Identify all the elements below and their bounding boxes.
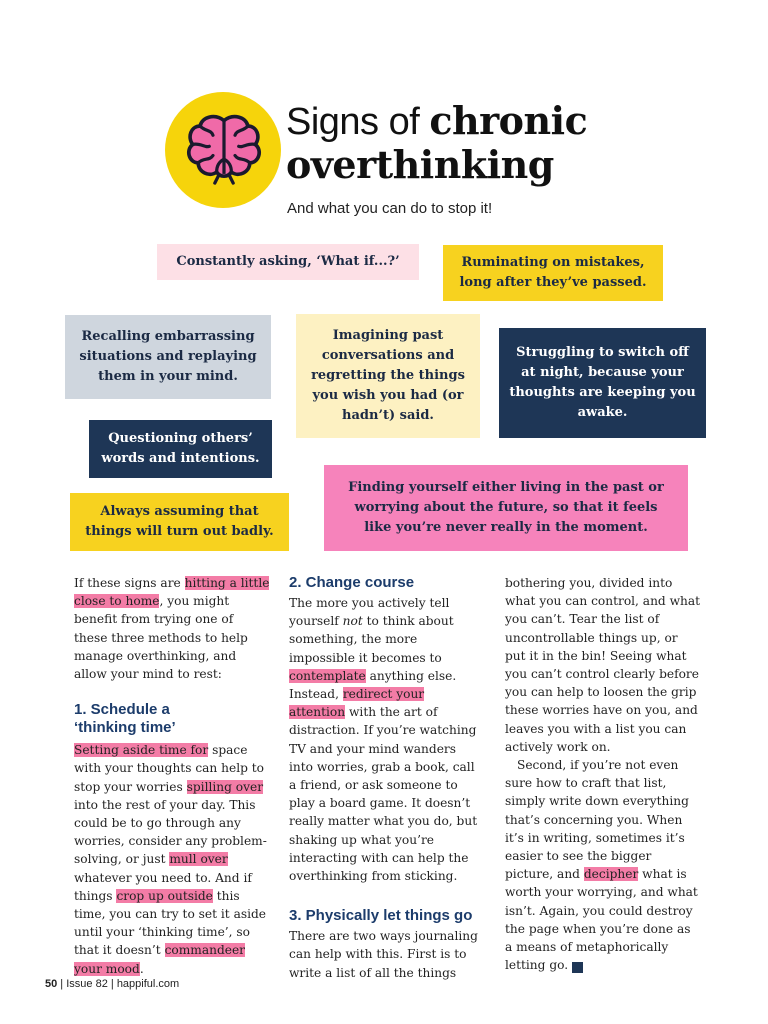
page-number: 50 xyxy=(45,978,58,990)
text: with the art of distraction. If you’re watching TV and your mind wanders into worries, grab a book, call a friend, or ask someone to play a board game. It doesn’t really matter what you do, but shaking up what you’re interacting with can help the overthinking from sticking. xyxy=(289,705,478,884)
text: If these signs are xyxy=(74,576,185,590)
text: anything else. Instead, xyxy=(289,668,457,702)
highlight: spilling over xyxy=(186,779,264,794)
text: whatever you need to. And if things xyxy=(74,870,252,903)
brain-icon xyxy=(178,104,270,196)
subtitle: And what you can do to stop it! xyxy=(287,200,493,217)
sign-questioning: Questioning others’ words and intentions. xyxy=(89,420,272,478)
issue: Issue 82 xyxy=(66,978,108,990)
highlight: decipher xyxy=(583,867,639,882)
text: space with your thoughts can help to stop your worries xyxy=(74,743,265,794)
end-mark: h xyxy=(572,962,583,973)
heading-schedule: 1. Schedule a ‘thinking time’ xyxy=(74,701,176,737)
text: to think about something, the more impossible it becomes to xyxy=(289,614,454,665)
title-light: Signs of xyxy=(286,101,430,143)
sign-struggling: Struggling to switch off at night, because your thoughts are keeping you awake. xyxy=(499,328,706,438)
bothering-paragraph: bothering you, divided into what you can control, and what you can’t. Tear the list of uncontrollable things up, or put it in the bin! Seeing what you can’t control clearly before you can help to loosen the grip these worries have on you, and leaves you with a list you can actively work on. xyxy=(505,576,701,754)
highlight: hitting a little close to home xyxy=(74,576,270,609)
let-go-paragraph: There are two ways journaling can help with this. First is to write a list of all the things xyxy=(289,929,478,980)
highlight: crop up outside xyxy=(116,888,213,903)
sign-what-if: Constantly asking, ‘What if...?’ xyxy=(157,244,419,280)
title-bold: chronic xyxy=(429,98,588,143)
text: . xyxy=(139,961,144,976)
highlight: redirect your attention xyxy=(289,687,425,720)
text: into the rest of your day. This could be to go through any worries, consider any problem-solving, or just xyxy=(74,797,267,867)
sign-always: Always assuming that things will turn out badly. xyxy=(70,493,289,551)
schedule-paragraph xyxy=(74,741,270,978)
emphasis: not xyxy=(342,614,363,629)
sign-recalling: Recalling embarrassing situations and replaying them in your mind. xyxy=(65,315,271,399)
change-course-paragraph xyxy=(289,594,483,885)
separator: | xyxy=(57,978,67,990)
second-paragraph xyxy=(505,756,701,974)
heading-let-go: 3. Physically let things go xyxy=(289,907,473,925)
highlight: commandeer your mood xyxy=(74,943,246,976)
sign-ruminating: Ruminating on mistakes, long after they’ve passed. xyxy=(443,245,663,301)
sign-finding: Finding yourself either living in the past or worrying about the future, so that it feels like you’re never really in the moment. xyxy=(324,465,688,551)
text: this time, you can try to set it aside until your ‘thinking time’, so that it doesn’t xyxy=(74,888,267,958)
separator: | xyxy=(107,978,117,990)
highlight: mull over xyxy=(169,852,228,867)
sign-imagining: Imagining past conversations and regretting the things you wish you had (or hadn’t) said. xyxy=(296,314,480,438)
site-link[interactable]: happiful.com xyxy=(116,978,180,990)
column-2 xyxy=(289,574,483,982)
text: The more you actively tell yourself xyxy=(289,596,450,629)
highlight: contemplate xyxy=(289,668,366,683)
column-1 xyxy=(74,574,270,978)
footer xyxy=(45,978,179,990)
intro-paragraph xyxy=(74,574,270,683)
text: what is worth your worrying, and what isn’t. Again, you could destroy the page when you’re done as a means of metaphorically letting go. xyxy=(505,867,698,973)
text: , you might benefit from trying one of these three methods to help manage overthinking, and allow your mind to rest: xyxy=(74,594,248,682)
text: Second, if you’re not even sure how to craft that list, simply write down everything that’s concerning you. When it’s in writing, sometimes it’s easier to see the bigger picture, and xyxy=(505,758,689,882)
highlight: Setting aside time for xyxy=(74,743,209,758)
page-title-line1 xyxy=(286,99,587,144)
column-3 xyxy=(505,574,701,974)
page-title-line2: overthinking xyxy=(286,142,554,187)
heading-change-course: 2. Change course xyxy=(289,574,415,591)
